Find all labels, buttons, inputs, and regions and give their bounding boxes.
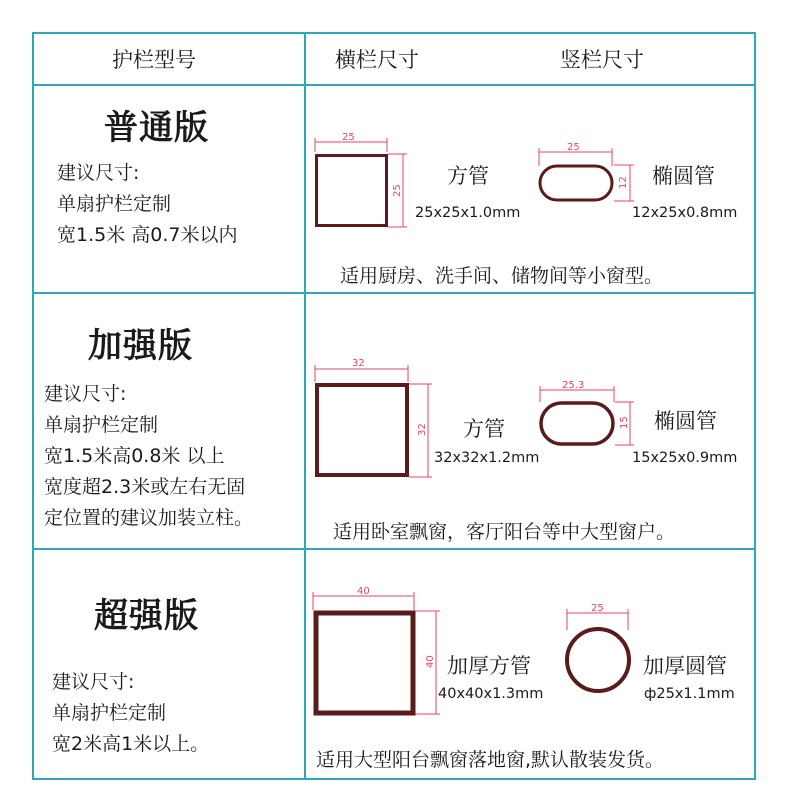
row3-rail-name: 加厚方管	[447, 654, 531, 678]
row2-post-spec: 15x25x0.9mm	[632, 450, 738, 466]
row1-rail-name: 方管	[447, 164, 489, 188]
dim-width-label: 25	[342, 132, 355, 143]
header-model: 护栏型号	[112, 48, 196, 72]
row2-advice-line: 定位置的建议加装立柱。	[44, 507, 254, 529]
dim-width-label: 25.3	[562, 380, 585, 391]
row3-advice-line: 单扇护栏定制	[52, 702, 167, 724]
square-tube-diagram	[313, 586, 440, 714]
row2-advice-line: 建议尺寸:	[44, 383, 127, 405]
dim-height-label: 40	[425, 655, 436, 668]
header-rail-size: 横栏尺寸	[335, 48, 419, 72]
row2-rail-name: 方管	[463, 417, 505, 441]
row3-post-name: 加厚圆管	[643, 654, 727, 678]
row2-advice-line: 单扇护栏定制	[44, 414, 159, 436]
row1-post-spec: 12x25x0.8mm	[632, 205, 738, 221]
row3-advice-line: 建议尺寸:	[52, 671, 135, 693]
dim-height-label: 32	[417, 423, 428, 436]
dim-width-label: 40	[357, 586, 370, 597]
row1-title: 普通版	[104, 108, 209, 148]
row2-post-name: 椭圆管	[654, 409, 717, 433]
row2-title: 加强版	[88, 326, 193, 366]
row1-post-name: 椭圆管	[652, 164, 715, 188]
dim-width-label: 32	[352, 358, 365, 369]
row2-rail-spec: 32x32x1.2mm	[434, 450, 540, 466]
row2-advice-line: 宽度超2.3米或左右无固	[44, 476, 246, 498]
row2-advice-line: 宽1.5米高0.8米 以上	[44, 445, 225, 467]
row1-advice-line: 单扇护栏定制	[57, 193, 172, 215]
dim-height-label: 12	[618, 176, 629, 189]
row2-usage-note: 适用卧室飘窗，客厅阳台等中大型窗户。	[333, 521, 676, 543]
row3-post-spec: ф25x1.1mm	[644, 686, 735, 702]
row1-rail-spec: 25x25x1.0mm	[415, 205, 521, 221]
header-post-size: 竖栏尺寸	[560, 48, 644, 72]
dim-height-label: 25	[392, 184, 403, 197]
row3-usage-note: 适用大型阳台飘窗落地窗,默认散装发货。	[316, 749, 665, 771]
dim-height-label: 15	[619, 416, 630, 429]
row3-rail-spec: 40x40x1.3mm	[438, 686, 544, 702]
row3-advice-line: 宽2米高1米以上。	[52, 733, 210, 755]
row3-title: 超强版	[94, 596, 199, 636]
round-tube-diagram	[567, 603, 629, 691]
row1-usage-note: 适用厨房、洗手间、储物间等小窗型。	[340, 265, 664, 287]
row1-advice-line: 宽1.5米 高0.7米以内	[57, 224, 238, 246]
dim-width-label: 25	[591, 603, 604, 614]
dim-width-label: 25	[567, 142, 580, 153]
row1-advice-line: 建议尺寸:	[57, 162, 140, 184]
